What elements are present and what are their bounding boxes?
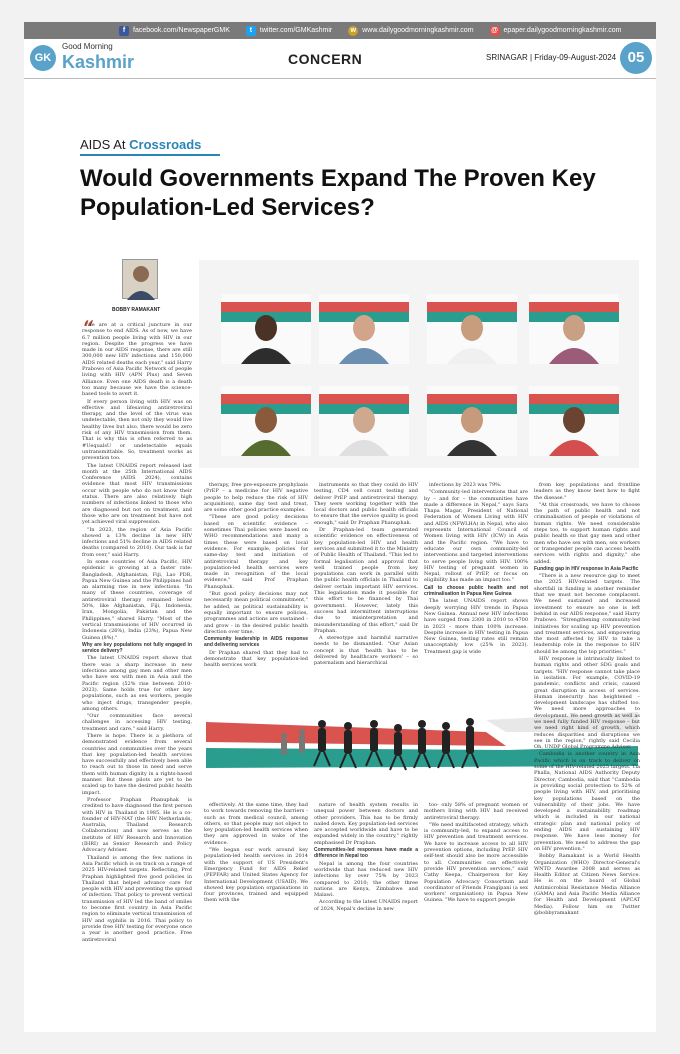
participant-4-video-tile: [529, 294, 619, 364]
person-icon: [123, 260, 159, 300]
paragraph: The latest UNAIDS report shows deeply worrying HIV trends in Papua New Guinea. Annual new HIV infections have surged from 2300 in 2010 to 4700 in 2023 – more than 100% increase. Despite increase in HIV testing in Papua New Guinea, testing rates still remain unacceptably low (25% in 2023). Treatment gap is wide: [424, 598, 528, 655]
article-column-2: [204, 482, 308, 704]
paragraph: "But good policy decisions may not necessarily mean political commitment," he added, as political sustainability is equally important to ensure policies, programmes and actions are sustained - and grow - in the desired public health direction over time.: [204, 591, 308, 635]
participant-2-video-tile: [319, 294, 409, 364]
brand-tagline: Good Morning: [62, 42, 113, 51]
participant-7-video-tile: [427, 386, 517, 456]
epaper-link[interactable]: @ epaper.dailygoodmorningkashmir.com: [491, 26, 622, 34]
paragraph: According to the latest UNAIDS report of 2024, Nepal's decline in new: [314, 899, 418, 912]
kicker-prefix: AIDS At: [80, 137, 126, 152]
masthead: [24, 39, 656, 79]
paragraph: Thailand is among the few nations in Asia Pacific which is on track on a range of 2025 HIV-related targets. Reflecting, Prof Praphan highlighted five good policies in Thailand that helped advance care for people with HIV and preventing the spread of infection. That policy to prevent vertical transmission of HIV led the band of smiles to become first country in Asia Pacific region to eliminate vertical transmission of HIV and syphilis in 2016. Thai policy to provide free HIV testing for everyone once a year is another good practice. Free antiretroviral: [82, 854, 192, 943]
globe-icon: w: [348, 26, 358, 36]
section-title: CONCERN: [288, 51, 363, 67]
paragraph: "We began our work around key population-led health services in 2014 with the support of US President's Emergency Fund for AIDS Relief (PEPFAR) and United States Agency for International Development (USAID). We showed key population organisations in four provinces, trained and equipped them with the: [204, 847, 308, 904]
video-call-collage: [199, 260, 639, 468]
paragraph: therapy, free pre-exposure prophylaxis (PrEP – a medicine for HIV negative people to help reduce the risk of HIV acquisition), same day test and treat, are some other good practice examples.: [204, 482, 308, 514]
paragraph: HIV response is intrinsically linked to human rights and other SDG goals and targets. "HIV response cannot take place in isolation. For example, COVID-19 pandemic, conflicts and crisis, caused great disruption in access of services. Human insecurity has heightened – development landscape has shifted too. We need more approaches to development. We need growth as well as we need fully funded HIV response – but we need right kind of growth, which reduces disparities and disruptions we see in the region," rightly said Cecilia Oh, UNDP Global Programme Adviser.: [534, 656, 640, 751]
article-column-3-lower: [314, 802, 418, 1020]
paragraph: Nepal is among the four countries worldwide that has reduced new HIV infections by over 75% by 2023 compared to 2010; the other three nations are Kenya, Zimbabwe and Malawi.: [314, 860, 418, 899]
mail-icon: @: [491, 26, 498, 34]
twitter-icon: t: [246, 26, 256, 36]
kicker: [80, 137, 201, 152]
paragraph: "Our communities face several challenges in accessing HIV testing, treatment and care," said Harry.: [82, 713, 192, 732]
author-photo: [122, 259, 158, 299]
paragraph: Bobby Ramakant is a World Health Organization (WHO) Director-General's WNTD Awardee 2008 and serves as Health Editor at Citizen News Service. He is on the board of Global Antimicrobial Resistance Media Alliance (GAMA) and Asia Pacific Media Alliance for Health and Development (APCAT Media). Follow him on Twitter @bobbyramakant: [534, 853, 640, 916]
article-column-1: [82, 322, 192, 1020]
author-byline: BOBBY RAMAKANT: [112, 307, 161, 313]
subheading: Funding gap in HIV response in Asia Pacific: [534, 565, 639, 572]
article-column-4: [424, 482, 528, 704]
paragraph: Cambodia is another country in Asia Pacific which is on track to deliver on some of the HIV-related 2025 targets. Tia Phalla, National AIDS Authority Deputy Director, Cambodia, said that "Cambodia is providing social protection to 52% of people living with HIV, and prioritising key populations based on the vulnerability of their jobs. We have developed a sustainability roadmap which is included in our national strategic plan and national policy of ending AIDS and sustaining HIV response. We have less money for prevention. We need to address the gap on HIV prevention.": [534, 751, 640, 852]
paragraph: In some countries of Asia Pacific, HIV epidemic is growing at a faster rate: Bangladesh, Afghanistan, Fiji, Lao PDR, Papua New Guinea and the Philippines had an alarming rise in new infections. "In many of these countries, coverage of antiretroviral therapy remained below 50%, like Afghanistan, Fiji, Indonesia, Iran, Mongolia, Pakistan and the Philippines," shared Harry. "Most of the vertical transmissions of HIV occurred in Indonesia (26%), India (23%), Papua New Guinea (8%).": [82, 558, 192, 641]
gk-logo: GK: [30, 45, 56, 71]
newspaper-page: [24, 22, 656, 1032]
article-column-2-lower: [204, 802, 308, 1020]
kicker-highlight: Crossroads: [129, 137, 202, 152]
kicker-underline: [80, 154, 220, 156]
paragraph: "We need multifaceted strategy, which is community-led, to expand access to HIV prevention and treatment services. We have to increase access to all HIV prevention options, including PrEP. HIV self-test should also be more accessible to all. Communities can effectively provide HIV prevention services," said Cathy Keepa, Chairperson for Key Population Advocacy Consortium and coordinator of Friends Frangipani (a sex workers' organisation) in Papua New Guinea. "We have to support people: [424, 821, 528, 904]
paragraph: effectively. At the same time, they had to work towards removing the barriers - such as from medical council, among others, so that people may not object to key population-led health services when they are approved in wake of the evidence.: [204, 802, 308, 846]
article-column-3: [314, 482, 418, 704]
brand-name: Kashmir: [62, 52, 135, 72]
page-number: 05: [620, 42, 652, 74]
paragraph: We are at a critical juncture in our response to end AIDS. As of now, we have 6.7 million people living with HIV in our region. Despite the progress we have made in our AIDS response, there are still 300,000 new HIV infections and 150,000 AIDS related deaths each year," said Harry Prabowo of Asia Pacific Network of people living with HIV (APN Plus) and Seven Alliance. Even one AIDS death is a death too many because we have the science-based tools to avert it.: [82, 322, 192, 398]
paragraph: infections by 2023 was 79%.: [429, 482, 502, 488]
paragraph: Dr Praphan-led team generated scientific evidence on effectiveness of key population-led HIV and health services and submitted it to the Ministry of Public Health of Thailand. "This led to formal legalisation and approval that well trained people from key populations can work in parallel with the public health officials in Thailand to deliver certain important HIV services. This legalisation made it possible for this effort to be financed by Thai government. However, lately this success had intermittent interruptions due to misinterpretation and misunderstanding of this effort," said Dr Praphan.: [314, 527, 418, 634]
social-bar: [24, 22, 656, 39]
paragraph: If every person living with HIV was on effective and lifesaving antiretroviral therapy, and the level of the virus was undetectable, then not only they would live healthy lives but also, there would be zero risk of any HIV transmission from them. That is why this is often referred to as #UequalsU or undetectable equals untransmittable. So, treatment works as prevention too.: [82, 398, 192, 462]
paragraph: "In 2023, the region of Asia Pacific showed a 13% decline in new HIV infections and 51% decline in AIDS related deaths (compared to 2010). Our task is far from over," said Harry.: [82, 526, 192, 558]
paragraph: "There is a new resource gap to meet the 2025 HIV-related targets. The shortfall in funding is another reminder that we must not become complacent. We need sustained and increased investment to ensure no one is left behind in our AIDS response," said Harry Prabowo. "Strengthening community-led initiatives for scaling up HIV prevention and treatment services, and empowering the most affected by HIV to take a leadership role in the response to HIV should be among the top priorities.": [534, 573, 640, 655]
participant-1-video-tile: [221, 294, 311, 364]
twitter-link[interactable]: t twitter.com/GMKashmir: [246, 26, 332, 36]
participant-6-video-tile: [319, 386, 409, 456]
subheading: Community leadership in AIDS response and delivering services: [204, 636, 308, 649]
headline: Would Governments Expand The Proven Key Population-Led Services?: [80, 165, 596, 221]
paragraph: A stereotype and harmful narrative needs to be dismantled. "Our Asian concept is that 'health has to be delivered by healthcare workers' – so paternalism and hierarchical: [314, 635, 418, 667]
subheading: Call to choose public health and not criminalisation in Papua New Guinea: [424, 584, 528, 598]
paragraph: nature of health system results in unequal power between doctors and other providers. This has to be firmly nailed down. Key population-led services are accepted worldwide and have to be expanded widely in the country," rightly emphasised Dr Praphan.: [314, 802, 418, 846]
dateline: SRINAGAR | Friday-09-August-2024: [486, 53, 617, 62]
paragraph: The latest UNAIDS report shows that there was a sharp increase in new infections among gay men and other men who have sex with men in Asia and the Pacific region (52% rise between 2010-2023). Same holds true for other key populations, such as sex workers, people who inject drugs, transgender people, among others.: [82, 655, 192, 712]
participant-3-video-tile: [427, 294, 517, 364]
paragraph: "At this crossroads, we have to choose the path of public health and not criminalisation of people or violations of human rights. We need considerable steps too, to support human rights and public health so that gay men and other men who have sex with men, sex workers or transgender people can access health services with rights and dignity," she added.: [534, 501, 640, 565]
paragraph: The latest UNAIDS report released last month at the 25th International AIDS Conference (AIDS 2024), contains evidence that most HIV transmissions occur with people who do not know their status. There are also relatively high numbers of infections linked to those who are diagnosed but not on treatment, and those who are on treatment but have not yet achieved viral suppression.: [82, 462, 192, 526]
article-column-5: [534, 482, 640, 1020]
paragraph: There is hope. There is a plethora of demonstrated evidence from several countries and communities over the years that key population-led health services have successfully and effectively been able to reach out to those in need and serve them with human dignity in a rights-based manner. But these pilots are yet to be scaled up to have the desired public health impact.: [82, 733, 192, 796]
facebook-icon: f: [119, 26, 129, 36]
participant-8-video-tile: [529, 386, 619, 456]
participant-5-video-tile: [221, 386, 311, 456]
paragraph: "These are good policy decisions based on scientific evidence – sometimes Thai policies were based on WHO recommendations and many a times these were based on local evidence. For example, policies for same-day test and initiation of antiretroviral therapy and key population-led health services were made in recognition of the local evidence," said Prof Praphan Phanuphak.: [204, 514, 308, 590]
paragraph: too- only 58% of pregnant women or mothers living with HIV had received antiretroviral therapy.: [424, 802, 528, 821]
paragraph: instruments so that they could do HIV testing, CD4 cell count testing and deliver PrEP and antiretroviral therapy. They were working together with the local doctors and public health officials to ensure that the service quality is good enough," said Dr Praphan Phanuphak.: [314, 482, 418, 526]
website-link[interactable]: w www.dailygoodmorningkashmir.com: [348, 26, 473, 36]
subheading: Communities-led responses have made a difference in Nepal too: [314, 847, 418, 860]
subheading: Why are key populations not fully engaged in service delivery?: [82, 641, 192, 655]
paragraph: from key populations and frontline leaders as they know best how to fight the disease.": [534, 482, 640, 501]
article-column-4-lower: [424, 802, 528, 1020]
quote-icon: “: [82, 316, 95, 344]
paragraph: Professor Praphan Phanuphak is credited to have diagnosed the first person with HIV in Thailand in 1985. He is a co-founder of HIV-NAT (the HIV Netherlands, Australia, Thailand Research Collaboration) and now serves as the institute of HIV Research and Innovation (IHRI) as Senior Research and Policy Advocacy Adviser.: [82, 796, 192, 854]
video-call-grid: [199, 260, 639, 468]
paragraph: "Community-led interventions that are by – and for – the communities have made a difference in Nepal," says Sara Thapa Magar, President of National Federation of Women Living with HIV and AIDS (NFWLHA) in Nepal, who also represents International Council of Women living with HIV (ICW) in Asia and the Pacific region. "We have to educate our own community-led interventions and targeted interventions to serve people living with HIV. 100% HIV testing of pregnant women in Nepal, rollout of PrEP, or focus on eligibility has made an impact too.": [424, 489, 528, 584]
paragraph: Dr Praphan shared that they had to demonstrate that key population-led health services work: [204, 649, 308, 669]
facebook-link[interactable]: f facebook.com/NewspaperGMK: [119, 26, 230, 36]
